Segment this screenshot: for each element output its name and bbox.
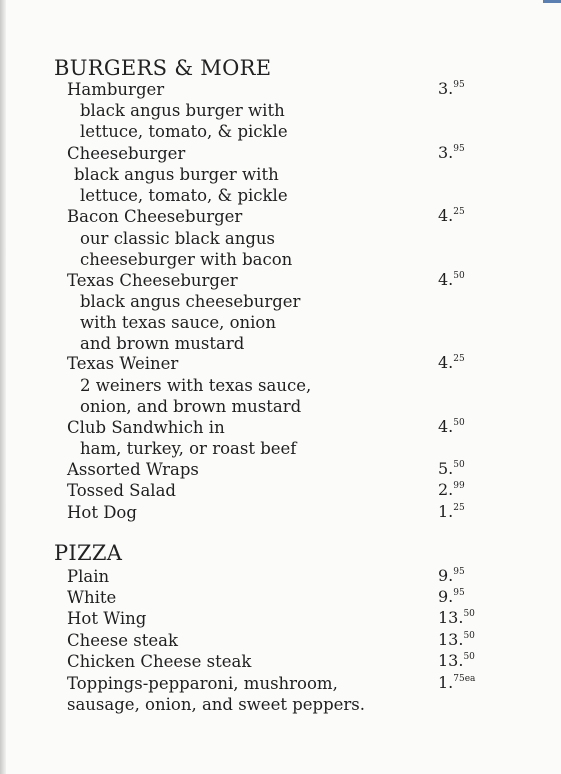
price-dollars: 4. bbox=[438, 206, 454, 225]
price-dollars: 13. bbox=[438, 630, 464, 649]
menu-item-name: Chicken Cheese steak bbox=[67, 652, 252, 671]
price-cents: 95 bbox=[453, 144, 465, 154]
price-cents: 25 bbox=[453, 503, 465, 513]
menu-item-name: Texas Weiner bbox=[67, 354, 179, 373]
menu-item-description: sausage, onion, and sweet peppers. bbox=[67, 695, 366, 714]
price-cents: 50 bbox=[463, 609, 475, 619]
menu-item-price bbox=[438, 630, 475, 649]
menu-item-description: our classic black angus bbox=[80, 229, 276, 248]
price-cents: 50 bbox=[463, 631, 475, 641]
price-dollars: 9. bbox=[438, 587, 454, 606]
menu-item-price bbox=[438, 459, 465, 478]
price-cents: 25 bbox=[453, 207, 465, 217]
price-dollars: 9. bbox=[438, 566, 454, 585]
menu-item-price bbox=[438, 587, 465, 606]
page-edge-shadow bbox=[0, 0, 6, 774]
section-title: PIZZA bbox=[54, 541, 123, 565]
price-cents: 99 bbox=[453, 481, 465, 491]
menu-item-price bbox=[438, 608, 475, 627]
menu-item-price bbox=[438, 79, 465, 98]
price-cents: 95 bbox=[453, 80, 465, 90]
menu-item-name: Cheeseburger bbox=[67, 144, 186, 163]
menu-item-price bbox=[438, 480, 465, 499]
menu-item-price bbox=[438, 353, 465, 372]
menu-item-name: Plain bbox=[67, 567, 110, 586]
price-cents: 50 bbox=[453, 271, 465, 281]
menu-item-description: lettuce, tomato, & pickle bbox=[80, 186, 288, 205]
price-dollars: 4. bbox=[438, 270, 454, 289]
menu-item-price bbox=[438, 566, 465, 585]
menu-item-name: Hot Dog bbox=[67, 503, 137, 522]
menu-item-price bbox=[438, 502, 465, 521]
menu-item-description: black angus burger with bbox=[80, 101, 285, 120]
menu-item-price bbox=[438, 417, 465, 436]
menu-item-description: 2 weiners with texas sauce, bbox=[80, 376, 312, 395]
menu-item-price bbox=[438, 651, 475, 670]
price-dollars: 5. bbox=[438, 459, 454, 478]
menu-item-name: Toppings-pepparoni, mushroom, bbox=[67, 674, 338, 693]
menu-item-name: Assorted Wraps bbox=[67, 460, 199, 479]
price-cents: 50 bbox=[453, 460, 465, 470]
price-dollars: 2. bbox=[438, 480, 454, 499]
price-cents: 95 bbox=[453, 588, 465, 598]
price-cents: 50 bbox=[453, 418, 465, 428]
menu-item-description: black angus cheeseburger bbox=[80, 292, 301, 311]
menu-item-price bbox=[438, 206, 465, 225]
menu-item-price bbox=[438, 270, 465, 289]
menu-item-description: onion, and brown mustard bbox=[80, 397, 302, 416]
section-title: BURGERS & MORE bbox=[54, 56, 272, 80]
corner-mark bbox=[543, 0, 561, 3]
price-dollars: 13. bbox=[438, 608, 464, 627]
menu-item-description: cheeseburger with bacon bbox=[80, 250, 293, 269]
menu-item-description: with texas sauce, onion bbox=[80, 313, 276, 332]
menu-item-name: Cheese steak bbox=[67, 631, 178, 650]
menu-item-name: Tossed Salad bbox=[67, 481, 176, 500]
price-dollars: 1. bbox=[438, 502, 454, 521]
price-cents: 95 bbox=[453, 567, 465, 577]
price-cents: 75ea bbox=[453, 674, 476, 684]
menu-item-name: Texas Cheeseburger bbox=[67, 271, 238, 290]
price-cents: 25 bbox=[453, 354, 465, 364]
menu-item-name: Hamburger bbox=[67, 80, 165, 99]
menu-item-description: and brown mustard bbox=[80, 334, 245, 353]
menu-item-name: White bbox=[67, 588, 117, 607]
price-dollars: 4. bbox=[438, 417, 454, 436]
menu-item-price bbox=[438, 143, 465, 162]
price-dollars: 3. bbox=[438, 79, 454, 98]
menu-item-name: Hot Wing bbox=[67, 609, 147, 628]
menu-item-description: lettuce, tomato, & pickle bbox=[80, 122, 288, 141]
price-dollars: 3. bbox=[438, 143, 454, 162]
price-dollars: 4. bbox=[438, 353, 454, 372]
menu-item-description: black angus burger with bbox=[74, 165, 279, 184]
menu-item-name: Bacon Cheeseburger bbox=[67, 207, 243, 226]
menu-item-name: Club Sandwhich in bbox=[67, 418, 225, 437]
price-cents: 50 bbox=[463, 652, 475, 662]
price-dollars: 1. bbox=[438, 673, 454, 692]
price-dollars: 13. bbox=[438, 651, 464, 670]
menu-item-description: ham, turkey, or roast beef bbox=[80, 439, 297, 458]
menu-item-price bbox=[438, 673, 475, 692]
